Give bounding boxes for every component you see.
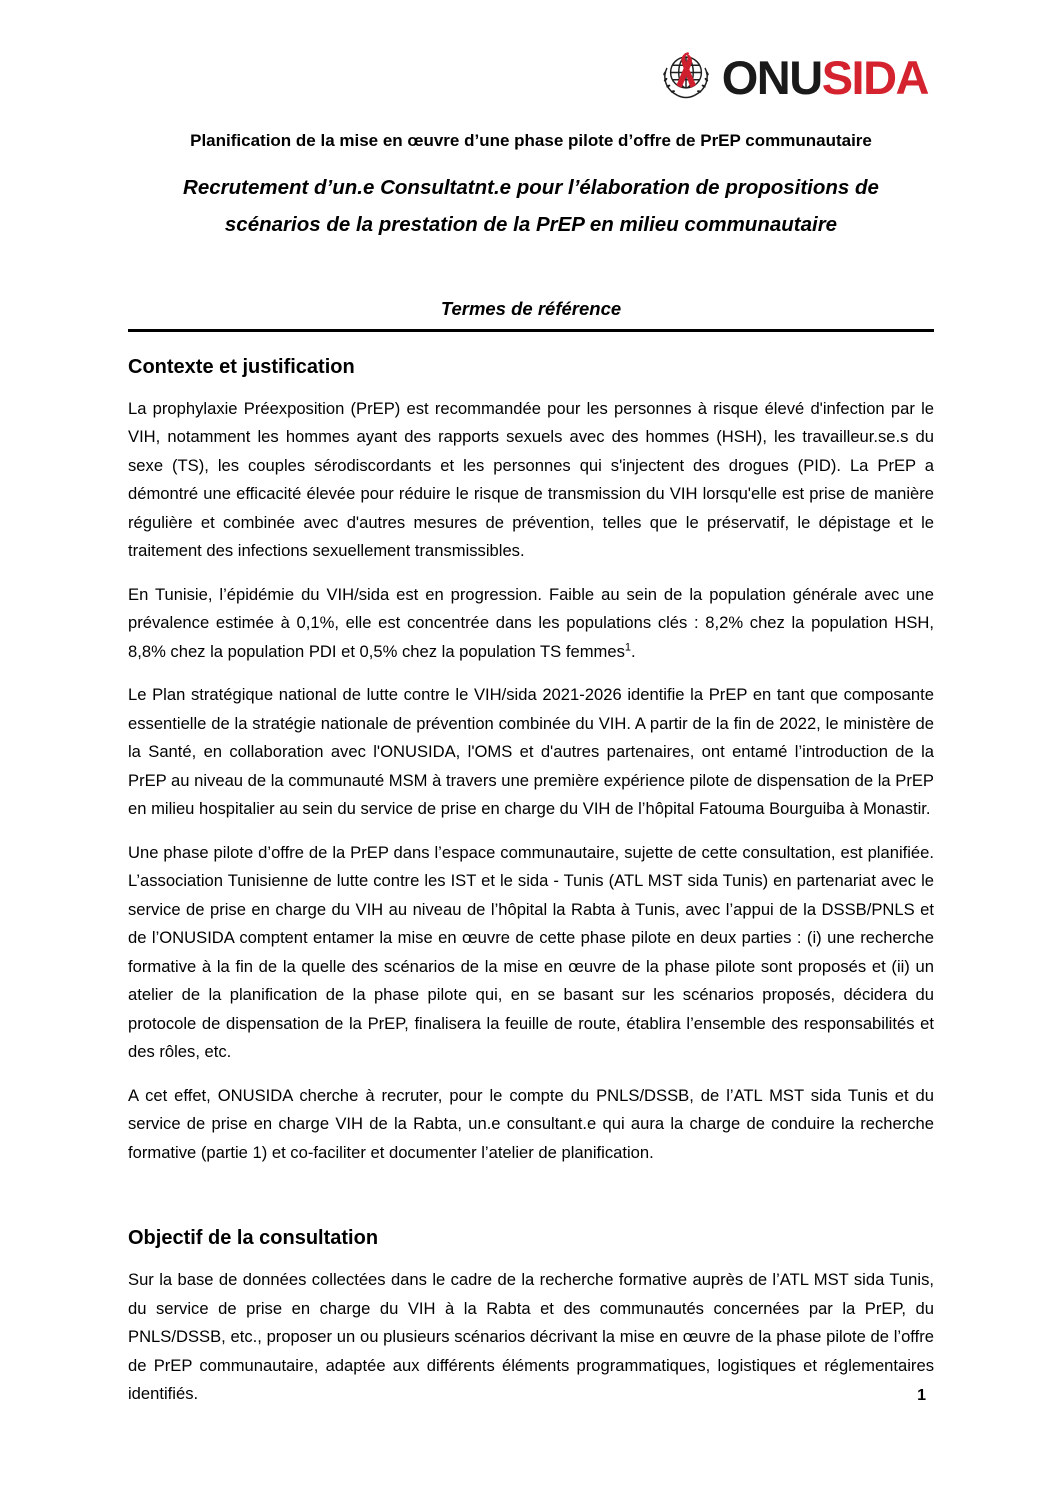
paragraph-phase-pilote: Une phase pilote d’offre de la PrEP dans l’espace communautaire, sujette de cette consultation, est planifiée. L’association Tunisienne de lutte contre les IST et le sida - Tunis (ATL MST sida Tunis) en partenariat avec le service de prise en charge du VIH au niveau de l’hôpital la Rabta à Tunis, avec l’appui de la DSSB/PNLS et de l’ONUSIDA comptent entamer la mise en œuvre de cette phase pilote en deux parties : (i) une recherche formative à la fin de la quelle des scénarios de la mise en œuvre de la phase pilote sont proposés et (ii) un atelier de la planification de la phase pilote qui, en se basant sur les scénarios proposés, décidera du protocole de dispensation de la PrEP, finalisera la feuille de route, établira l’ensemble des responsabilités et des rôles, etc. [128,842,934,1062]
section-heading-objectif: Objectif de la consultation [128,1227,379,1250]
section-heading-contexte: Contexte et justification [128,355,355,378]
paragraph-prep-intro: La prophylaxie Préexposition (PrEP) est recommandée pour les personnes à risque élevé d'infection par le VIH, notamment les hommes ayant des rapports sexuels avec des hommes (HSH), les travailleur.se.s du sexe (TS), les couples sérodiscordants et les personnes qui s'injectent des drogues (PID). La PrEP a démontré une efficacité élevée pour réduire le risque de transmission du VIH lorsqu'elle est prise de manière régulière et combinée avec d'autres mesures de prévention, telles que le préservatif, le dépistage et le traitement des infections sexuellement transmissibles. [128,398,934,561]
document-subtitle: Planification de la mise en œuvre d’une phase pilote d’offre de PrEP communautaire [190,131,872,150]
paragraph-tunisie-epidemie [128,581,934,667]
document-content [128,0,934,1409]
paragraph-tunisie-tail: . [631,641,636,661]
page-number: 1 [917,1387,926,1404]
wordmark-sida: SIDA [821,50,928,104]
paragraph-recrutement: A cet effet, ONUSIDA cherche à recruter, pour le compte du PNLS/DSSB, de l’ATL MST sida Tunis et du service de prise en charge VIH de la Rabta, un.e consultant.e qui aura la charge de conduire la recherche formative (partie 1) et co-faciliter et documenter l’atelier de planification. [128,1085,934,1162]
wordmark-onu: ONU [721,50,822,104]
paragraph-plan-strategique: Le Plan stratégique national de lutte contre le VIH/sida 2021-2026 identifie la PrEP en tant que composante essentielle de la stratégie nationale de prévention combinée du VIH. A partir de la fin de 2022, le ministère de la Santé, en collaboration avec l'ONUSIDA, l'OMS et d'autres partenaires, ont entamé l’introduction de la PrEP au niveau de la communauté MSM à travers une première expérience pilote de dispensation de la PrEP en milieu hospitalier au sein du service de prise en charge du VIH de l’hôpital Fatouma Bourguiba à Monastir. [128,685,934,819]
paragraph-tunisie-text: En Tunisie, l’épidémie du VIH/sida est en progression. Faible au sein de la population générale avec une prévalence estimée à 0,1%, elle est concentrée dans les populations clés : 8,2% chez la population HSH, 8,8% chez la population PDI et 0,5% chez la population TS femmes [128,584,934,661]
section-banner-label: Termes de référence [440,297,622,319]
document-title: Recrutement d’un.e Consultatnt.e pour l’élaboration de propositions de scénarios de la prestation de la PrEP en milieu communautaire [183,175,879,236]
footnote-marker: 1 [624,641,631,654]
paragraph-objectif: Sur la base de données collectées dans le cadre de la recherche formative auprès de l’ATL MST sida Tunis, du service de prise en charge du VIH à la Rabta et des communautés concernées par la PrEP, du PNLS/DSSB, etc., proposer un ou plusieurs scénarios décrivant la mise en œuvre de la phase pilote de l’offre de PrEP communautaire, adaptée aux différents éléments programmatiques, logistiques et réglementaires identifiés. [128,1270,934,1404]
section-banner [128,298,934,332]
